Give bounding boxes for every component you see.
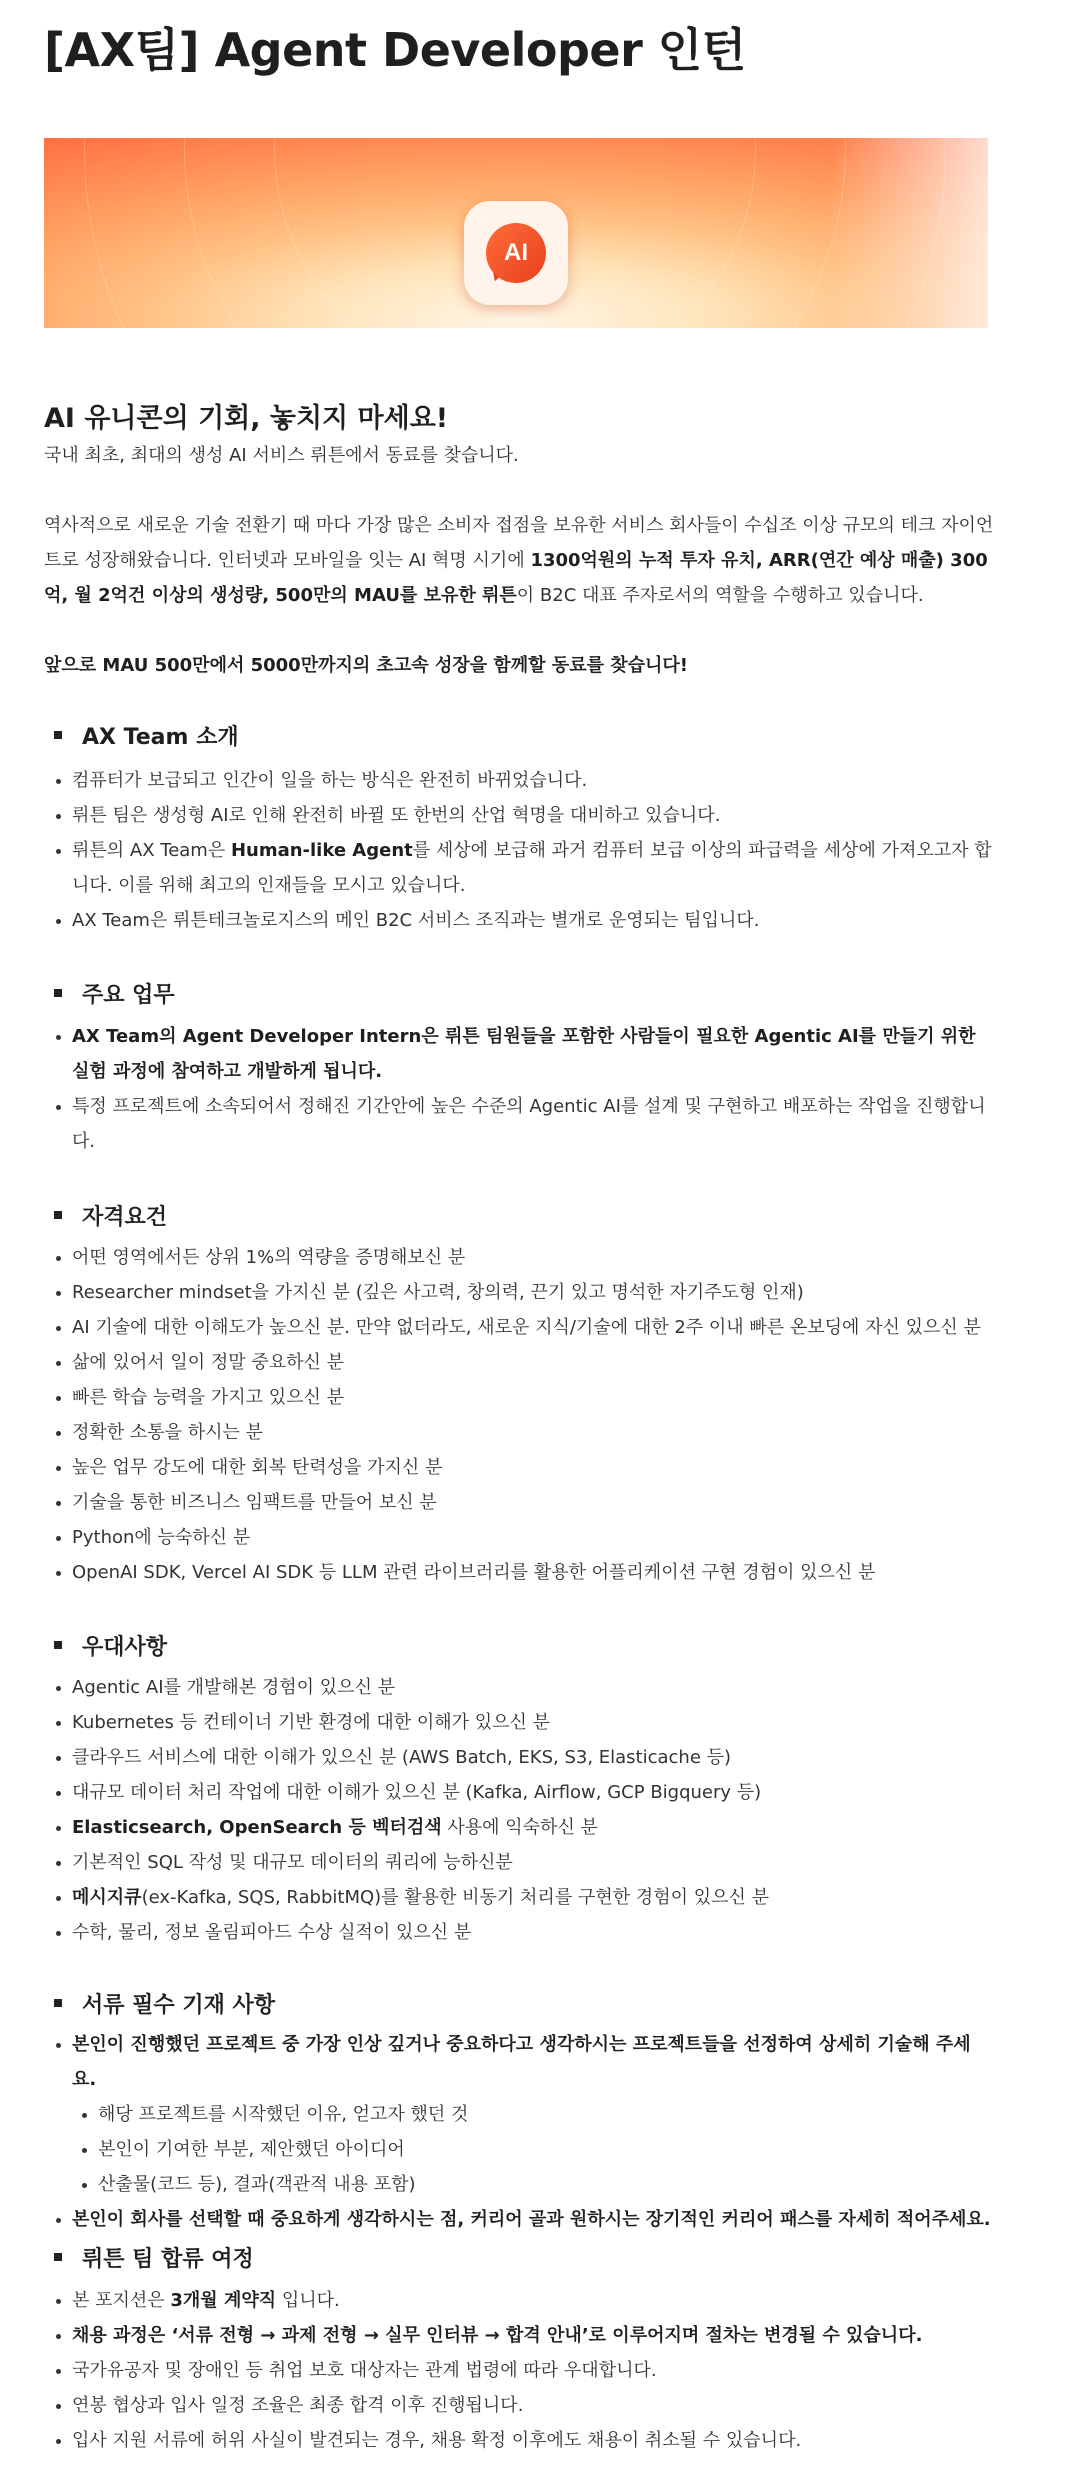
intro-text: 국내 최초, 최대의 생성 AI 서비스 뤼튼에서 동료를 찾습니다.: [44, 445, 519, 466]
list-item: 기술을 통한 비즈니스 임팩트를 만들어 보신 분: [44, 1485, 994, 1520]
journey-list: [44, 2283, 994, 2458]
list-item: 뤼튼 팀은 생성형 AI로 인해 완전히 바뀔 또 한번의 산업 혁명을 대비하고 있습니다.: [44, 798, 994, 833]
team-list: [44, 763, 994, 938]
list-item: AX Team은 뤼튼테크놀로지스의 메인 B2C 서비스 조직과는 별개로 운영되는 팀입니다.: [44, 903, 994, 938]
ai-logo-text: AI: [486, 223, 546, 283]
duties-list: [44, 1019, 994, 1159]
list-item: 특정 프로젝트에 소속되어서 정해진 기간안에 높은 수준의 Agentic AI를 설계 및 구현하고 배포하는 작업을 진행합니다.: [44, 1089, 994, 1159]
requirements-list: [44, 1240, 994, 1590]
list-item: 대규모 데이터 처리 작업에 대한 이해가 있으신 분 (Kafka, Airflow, GCP Bigquery 등): [44, 1775, 994, 1810]
list-item: 삶에 있어서 일이 정말 중요하신 분: [44, 1345, 994, 1380]
section-title-journey: 뤼튼 팀 합류 여정: [54, 2242, 254, 2273]
list-item: Python에 능숙하신 분: [44, 1520, 994, 1555]
section-title-duties: 주요 업무: [54, 978, 175, 1009]
list-item: 입사 지원 서류에 허위 사실이 발견되는 경우, 채용 확정 이후에도 채용이 취소될 수 있습니다.: [44, 2423, 994, 2458]
documents-list: [44, 2027, 994, 2237]
preferred-list: [44, 1670, 994, 1950]
list-item: Elasticsearch, OpenSearch 등 벡터검색 사용에 익숙하신 분: [44, 1810, 994, 1845]
list-item: 본 포지션은 3개월 계약직 입니다.: [44, 2283, 994, 2318]
list-item: 뤼튼의 AX Team은 Human-like Agent를 세상에 보급해 과거 컴퓨터 보급 이상의 파급력을 세상에 가져오고자 합니다. 이를 위해 최고의 인재들을 모시고 있습니다.: [44, 833, 994, 903]
callout-text: 앞으로 MAU 500만에서 5000만까지의 초고속 성장을 함께할 동료를 찾습니다!: [44, 655, 689, 676]
square-bullet-icon: [54, 1999, 62, 2007]
list-item: AX Team의 Agent Developer Intern은 뤼튼 팀원들을 포함한 사람들이 필요한 Agentic AI를 만들기 위한 실험 과정에 참여하고 개발하게 됩니다.: [44, 1019, 994, 1089]
sub-list-item: 해당 프로젝트를 시작했던 이유, 얻고자 했던 것: [44, 2097, 994, 2132]
sub-list-item: 산출물(코드 등), 결과(객관적 내용 포함): [44, 2167, 994, 2202]
list-item: 빠른 학습 능력을 가지고 있으신 분: [44, 1380, 994, 1415]
list-item: 수학, 물리, 정보 올림피아드 수상 실적이 있으신 분: [44, 1915, 994, 1950]
list-item: 본인이 진행했던 프로젝트 중 가장 인상 깊거나 중요하다고 생각하시는 프로젝트들을 선정하여 상세히 기술해 주세요.: [44, 2027, 994, 2097]
list-item: 컴퓨터가 보급되고 인간이 일을 하는 방식은 완전히 바뀌었습니다.: [44, 763, 994, 798]
hero-banner: [44, 138, 988, 328]
list-item: 국가유공자 및 장애인 등 취업 보호 대상자는 관계 법령에 따라 우대합니다.: [44, 2353, 994, 2388]
list-item: OpenAI SDK, Vercel AI SDK 등 LLM 관련 라이브러리를 활용한 어플리케이션 구현 경험이 있으신 분: [44, 1555, 994, 1590]
square-bullet-icon: [54, 1641, 62, 1649]
headline: AI 유니콘의 기회, 놓치지 마세요!: [44, 403, 449, 434]
list-item: 정확한 소통을 하시는 분: [44, 1415, 994, 1450]
square-bullet-icon: [54, 2253, 62, 2261]
list-item: Kubernetes 등 컨테이너 기반 환경에 대한 이해가 있으신 분: [44, 1705, 994, 1740]
section-title-preferred: 우대사항: [54, 1630, 167, 1661]
list-item: Researcher mindset을 가지신 분 (깊은 사고력, 창의력, 끈기 있고 명석한 자기주도형 인재): [44, 1275, 994, 1310]
list-item: 본인이 회사를 선택할 때 중요하게 생각하시는 점, 커리어 골과 원하시는 장기적인 커리어 패스를 자세히 적어주세요.: [44, 2202, 994, 2237]
square-bullet-icon: [54, 1211, 62, 1219]
list-item: 높은 업무 강도에 대한 회복 탄력성을 가지신 분: [44, 1450, 994, 1485]
ai-logo-icon: [464, 201, 568, 305]
list-item: AI 기술에 대한 이해도가 높으신 분. 만약 없더라도, 새로운 지식/기술에 대한 2주 이내 빠른 온보딩에 자신 있으신 분: [44, 1310, 994, 1345]
list-item: 어떤 영역에서든 상위 1%의 역량을 증명해보신 분: [44, 1240, 994, 1275]
section-title-team: AX Team 소개: [54, 720, 239, 751]
list-item: 연봉 협상과 입사 일정 조율은 최종 합격 이후 진행됩니다.: [44, 2388, 994, 2423]
list-item: 메시지큐(ex-Kafka, SQS, RabbitMQ)를 활용한 비동기 처리를 구현한 경험이 있으신 분: [44, 1880, 994, 1915]
list-item: Agentic AI를 개발해본 경험이 있으신 분: [44, 1670, 994, 1705]
list-item: 채용 과정은 ‘서류 전형 → 과제 전형 → 실무 인터뷰 → 합격 안내’로 이루어지며 절차는 변경될 수 있습니다.: [44, 2318, 994, 2353]
section-title-requirements: 자격요건: [54, 1200, 167, 1231]
list-item: 클라우드 서비스에 대한 이해가 있으신 분 (AWS Batch, EKS, S3, Elasticache 등): [44, 1740, 994, 1775]
sub-list-item: 본인이 기여한 부분, 제안했던 아이디어: [44, 2132, 994, 2167]
page-title: [AX팀] Agent Developer 인턴: [44, 23, 746, 77]
history-paragraph: 역사적으로 새로운 기술 전환기 때 마다 가장 많은 소비자 접점을 보유한 서비스 회사들이 수십조 이상 규모의 테크 자이언트로 성장해왔습니다. 인터넷과 모바일을 잇는 AI 혁명 시기에 1300억원의 누적 투자 유치, ARR(연간 예상 매출) 300억, 월 2억건 이상의 생성량, 500만의 MAU를 보유한 뤼튼이 B2C 대표 주자로서의 역할을 수행하고 있습니다.: [44, 515, 994, 606]
list-item: 기본적인 SQL 작성 및 대규모 데이터의 쿼리에 능하신분: [44, 1845, 994, 1880]
square-bullet-icon: [54, 989, 62, 997]
section-title-documents: 서류 필수 기재 사항: [54, 1988, 275, 2019]
square-bullet-icon: [54, 731, 62, 739]
